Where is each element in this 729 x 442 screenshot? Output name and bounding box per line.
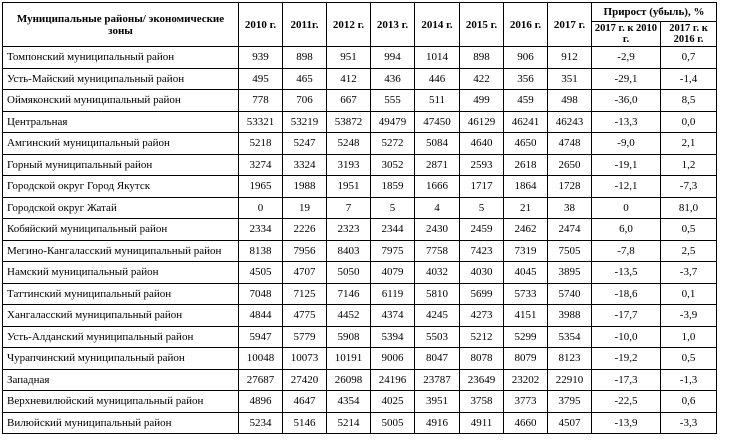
year-value: 4025 — [371, 391, 415, 413]
change-header-2010: 2017 г. к 2010 г. — [592, 22, 661, 47]
year-header: 2012 г. — [327, 3, 371, 47]
year-value: 2226 — [283, 219, 327, 241]
change-value: -19,2 — [592, 348, 661, 370]
change-value: -12,1 — [592, 176, 661, 198]
change-value: -13,3 — [592, 111, 661, 133]
change-header-2016: 2017 г. к 2016 г. — [661, 22, 717, 47]
year-value: 1717 — [460, 176, 504, 198]
year-value: 3052 — [371, 154, 415, 176]
region-name: Горный муниципальный район — [3, 154, 239, 176]
year-value: 939 — [239, 47, 283, 69]
year-value: 27687 — [239, 369, 283, 391]
year-value: 47450 — [415, 111, 460, 133]
year-value: 4650 — [504, 133, 548, 155]
year-value: 5 — [460, 197, 504, 219]
year-value: 5084 — [415, 133, 460, 155]
change-value: 0,1 — [661, 283, 717, 305]
change-value: 1,0 — [661, 326, 717, 348]
year-value: 898 — [283, 47, 327, 69]
change-value: 81,0 — [661, 197, 717, 219]
region-name: Таттинский муниципальный район — [3, 283, 239, 305]
year-value: 3773 — [504, 391, 548, 413]
change-value: 8,5 — [661, 90, 717, 112]
year-value: 21 — [504, 197, 548, 219]
year-value: 5234 — [239, 412, 283, 434]
year-value: 7505 — [548, 240, 592, 262]
year-value: 5908 — [327, 326, 371, 348]
year-value: 1864 — [504, 176, 548, 198]
year-value: 4273 — [460, 305, 504, 327]
year-value: 3895 — [548, 262, 592, 284]
year-value: 2344 — [371, 219, 415, 241]
table-row — [3, 111, 717, 133]
year-value: 4640 — [460, 133, 504, 155]
year-value: 667 — [327, 90, 371, 112]
table-row — [3, 133, 717, 155]
year-value: 3988 — [548, 305, 592, 327]
change-group-header: Прирост (убыль), % — [592, 3, 717, 22]
year-value: 1666 — [415, 176, 460, 198]
year-value: 2474 — [548, 219, 592, 241]
table-row — [3, 369, 717, 391]
change-value: 0,5 — [661, 348, 717, 370]
year-value: 5810 — [415, 283, 460, 305]
year-value: 26098 — [327, 369, 371, 391]
year-value: 2650 — [548, 154, 592, 176]
year-value: 495 — [239, 68, 283, 90]
year-value: 4151 — [504, 305, 548, 327]
table-row — [3, 47, 717, 69]
year-value: 53872 — [327, 111, 371, 133]
year-header: 2016 г. — [504, 3, 548, 47]
year-value: 49479 — [371, 111, 415, 133]
region-name: Центральная — [3, 111, 239, 133]
year-value: 5733 — [504, 283, 548, 305]
year-value: 5212 — [460, 326, 504, 348]
year-value: 951 — [327, 47, 371, 69]
year-value: 5218 — [239, 133, 283, 155]
region-name: Городской округ Жатай — [3, 197, 239, 219]
year-value: 7146 — [327, 283, 371, 305]
year-value: 5299 — [504, 326, 548, 348]
region-name: Хангаласский муниципальный район — [3, 305, 239, 327]
year-value: 10073 — [283, 348, 327, 370]
year-value: 5779 — [283, 326, 327, 348]
year-value: 23202 — [504, 369, 548, 391]
year-value: 2430 — [415, 219, 460, 241]
year-value: 4507 — [548, 412, 592, 434]
change-value: 0,0 — [661, 111, 717, 133]
year-value: 2334 — [239, 219, 283, 241]
year-value: 5740 — [548, 283, 592, 305]
year-value: 6119 — [371, 283, 415, 305]
change-value: -18,6 — [592, 283, 661, 305]
table-row — [3, 412, 717, 434]
change-value: 2,5 — [661, 240, 717, 262]
region-name: Усть-Майский муниципальный район — [3, 68, 239, 90]
year-value: 7 — [327, 197, 371, 219]
region-name: Мегино-Кангаласский муниципальный район — [3, 240, 239, 262]
year-value: 5394 — [371, 326, 415, 348]
change-value: -2,9 — [592, 47, 661, 69]
change-value: -13,5 — [592, 262, 661, 284]
year-value: 994 — [371, 47, 415, 69]
year-value: 3795 — [548, 391, 592, 413]
year-value: 2871 — [415, 154, 460, 176]
year-value: 38 — [548, 197, 592, 219]
year-value: 511 — [415, 90, 460, 112]
region-name: Вилюйский муниципальный район — [3, 412, 239, 434]
change-value: -7,8 — [592, 240, 661, 262]
year-header: 2010 г. — [239, 3, 283, 47]
year-value: 446 — [415, 68, 460, 90]
region-name: Усть-Алданский муниципальный район — [3, 326, 239, 348]
year-value: 4030 — [460, 262, 504, 284]
table-row — [3, 283, 717, 305]
year-value: 7758 — [415, 240, 460, 262]
year-value: 5050 — [327, 262, 371, 284]
year-value: 4045 — [504, 262, 548, 284]
year-value: 7975 — [371, 240, 415, 262]
year-value: 5354 — [548, 326, 592, 348]
year-value: 2323 — [327, 219, 371, 241]
year-value: 5 — [371, 197, 415, 219]
table-row — [3, 68, 717, 90]
year-value: 2618 — [504, 154, 548, 176]
year-value: 4916 — [415, 412, 460, 434]
change-value: 0 — [592, 197, 661, 219]
year-value: 46129 — [460, 111, 504, 133]
change-value: -36,0 — [592, 90, 661, 112]
year-value: 3193 — [327, 154, 371, 176]
year-value: 499 — [460, 90, 504, 112]
change-value: -13,9 — [592, 412, 661, 434]
table-row — [3, 305, 717, 327]
year-value: 4245 — [415, 305, 460, 327]
year-value: 906 — [504, 47, 548, 69]
year-value: 2593 — [460, 154, 504, 176]
year-value: 8403 — [327, 240, 371, 262]
change-value: -10,0 — [592, 326, 661, 348]
year-value: 1988 — [283, 176, 327, 198]
year-value: 356 — [504, 68, 548, 90]
year-value: 4775 — [283, 305, 327, 327]
year-value: 5947 — [239, 326, 283, 348]
year-value: 5247 — [283, 133, 327, 155]
year-value: 4452 — [327, 305, 371, 327]
year-value: 7048 — [239, 283, 283, 305]
year-value: 4844 — [239, 305, 283, 327]
year-value: 23649 — [460, 369, 504, 391]
year-value: 4505 — [239, 262, 283, 284]
year-value: 898 — [460, 47, 504, 69]
year-value: 5699 — [460, 283, 504, 305]
change-value: -7,3 — [661, 176, 717, 198]
year-value: 5272 — [371, 133, 415, 155]
year-value: 4707 — [283, 262, 327, 284]
year-value: 5146 — [283, 412, 327, 434]
year-value: 2459 — [460, 219, 504, 241]
year-value: 10048 — [239, 348, 283, 370]
year-value: 23787 — [415, 369, 460, 391]
change-value: -19,1 — [592, 154, 661, 176]
year-value: 3758 — [460, 391, 504, 413]
year-value: 8078 — [460, 348, 504, 370]
year-value: 9006 — [371, 348, 415, 370]
year-value: 4 — [415, 197, 460, 219]
year-value: 5005 — [371, 412, 415, 434]
change-value: 0,7 — [661, 47, 717, 69]
change-value: -29,1 — [592, 68, 661, 90]
table-row — [3, 348, 717, 370]
year-value: 3324 — [283, 154, 327, 176]
region-name: Верхневилюйский муниципальный район — [3, 391, 239, 413]
year-value: 8123 — [548, 348, 592, 370]
year-value: 24196 — [371, 369, 415, 391]
year-value: 912 — [548, 47, 592, 69]
change-value: -3,7 — [661, 262, 717, 284]
region-name: Чурапчинский муниципальный район — [3, 348, 239, 370]
region-name: Томпонский муниципальный район — [3, 47, 239, 69]
table-row — [3, 154, 717, 176]
region-name: Амгинский муниципальный район — [3, 133, 239, 155]
year-value: 7319 — [504, 240, 548, 262]
change-value: -9,0 — [592, 133, 661, 155]
year-value: 53321 — [239, 111, 283, 133]
year-value: 436 — [371, 68, 415, 90]
year-value: 4079 — [371, 262, 415, 284]
change-value: -1,3 — [661, 369, 717, 391]
year-value: 4647 — [283, 391, 327, 413]
year-value: 4354 — [327, 391, 371, 413]
year-value: 5248 — [327, 133, 371, 155]
table-row — [3, 219, 717, 241]
year-value: 498 — [548, 90, 592, 112]
region-name: Городской округ Город Якутск — [3, 176, 239, 198]
year-header: 2011г. — [283, 3, 327, 47]
change-value: -3,9 — [661, 305, 717, 327]
year-value: 5503 — [415, 326, 460, 348]
year-value: 2462 — [504, 219, 548, 241]
change-value: 0,6 — [661, 391, 717, 413]
region-name: Кобяйский муниципальный район — [3, 219, 239, 241]
year-value: 7423 — [460, 240, 504, 262]
year-header: 2013 г. — [371, 3, 415, 47]
year-header: 2017 г. — [548, 3, 592, 47]
year-value: 465 — [283, 68, 327, 90]
year-value: 351 — [548, 68, 592, 90]
table-row — [3, 262, 717, 284]
year-value: 422 — [460, 68, 504, 90]
year-value: 22910 — [548, 369, 592, 391]
region-name: Намский муниципальный район — [3, 262, 239, 284]
year-value: 19 — [283, 197, 327, 219]
year-value: 10191 — [327, 348, 371, 370]
table-body — [3, 47, 717, 434]
year-value: 8138 — [239, 240, 283, 262]
change-value: 6,0 — [592, 219, 661, 241]
year-value: 8047 — [415, 348, 460, 370]
year-value: 4748 — [548, 133, 592, 155]
table-row — [3, 197, 717, 219]
year-value: 778 — [239, 90, 283, 112]
year-value: 46241 — [504, 111, 548, 133]
change-value: -17,3 — [592, 369, 661, 391]
table-row — [3, 326, 717, 348]
year-value: 4660 — [504, 412, 548, 434]
year-value: 1014 — [415, 47, 460, 69]
year-value: 7956 — [283, 240, 327, 262]
table-row — [3, 240, 717, 262]
year-value: 1951 — [327, 176, 371, 198]
year-value: 3274 — [239, 154, 283, 176]
region-name: Западная — [3, 369, 239, 391]
year-value: 0 — [239, 197, 283, 219]
year-value: 27420 — [283, 369, 327, 391]
year-value: 1728 — [548, 176, 592, 198]
table-header — [3, 3, 717, 47]
year-value: 706 — [283, 90, 327, 112]
year-value: 3951 — [415, 391, 460, 413]
region-column-header: Муниципальные районы/ экономические зоны — [3, 3, 239, 47]
change-value: -22,5 — [592, 391, 661, 413]
year-value: 5214 — [327, 412, 371, 434]
year-value: 459 — [504, 90, 548, 112]
year-value: 1859 — [371, 176, 415, 198]
region-name: Оймяконский муниципальный район — [3, 90, 239, 112]
table-row — [3, 176, 717, 198]
year-header: 2014 г. — [415, 3, 460, 47]
change-value: 2,1 — [661, 133, 717, 155]
table-row — [3, 90, 717, 112]
population-table — [2, 2, 717, 434]
change-value: 1,2 — [661, 154, 717, 176]
year-value: 4374 — [371, 305, 415, 327]
year-header: 2015 г. — [460, 3, 504, 47]
year-value: 4032 — [415, 262, 460, 284]
year-value: 4911 — [460, 412, 504, 434]
year-value: 53219 — [283, 111, 327, 133]
year-value: 4896 — [239, 391, 283, 413]
year-value: 1965 — [239, 176, 283, 198]
year-value: 8079 — [504, 348, 548, 370]
year-value: 46243 — [548, 111, 592, 133]
year-value: 7125 — [283, 283, 327, 305]
change-value: 0,5 — [661, 219, 717, 241]
table-row — [3, 391, 717, 413]
change-value: -3,3 — [661, 412, 717, 434]
change-value: -17,7 — [592, 305, 661, 327]
year-value: 412 — [327, 68, 371, 90]
change-value: -1,4 — [661, 68, 717, 90]
year-value: 555 — [371, 90, 415, 112]
